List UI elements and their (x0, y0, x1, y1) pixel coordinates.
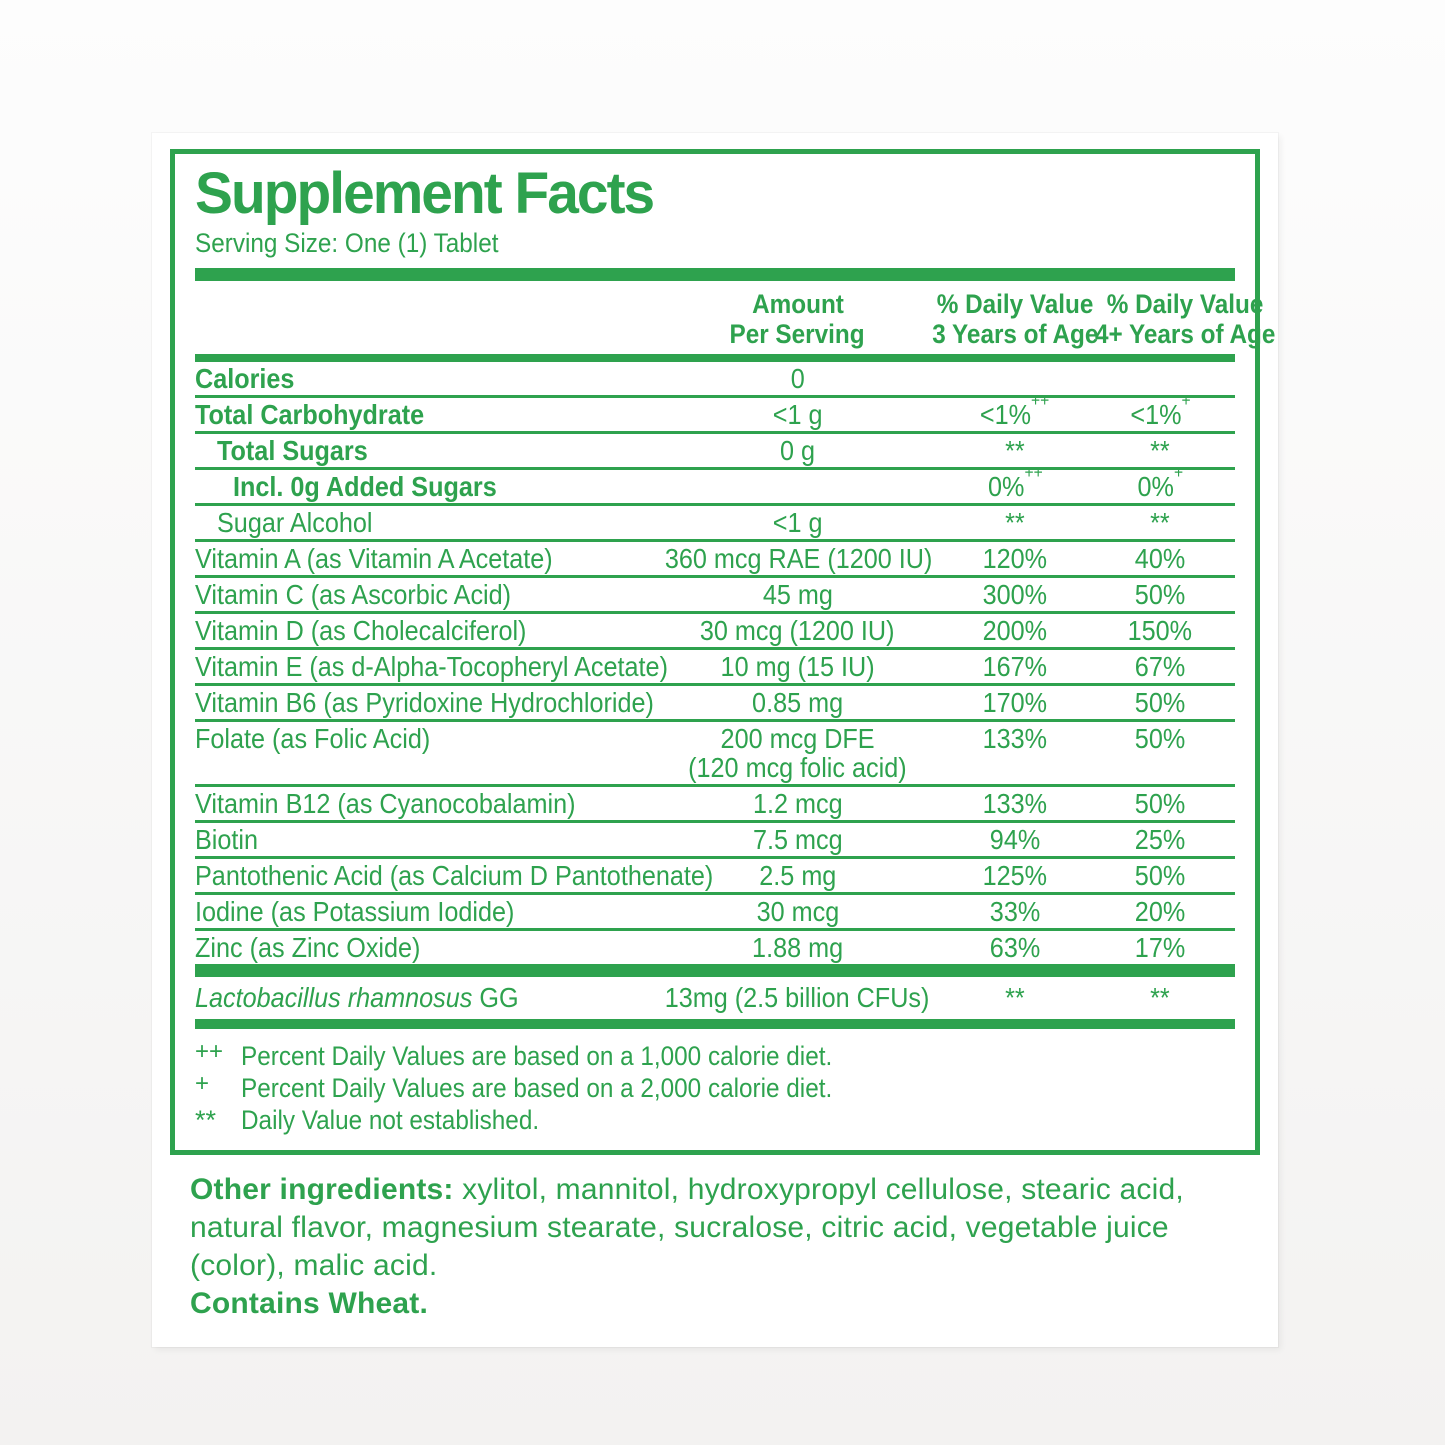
amount-line2-text: (120 mcg folic acid) (688, 752, 907, 784)
daily-value-4yr-text: 67% (1134, 651, 1186, 683)
amount-line1-text: 360 mcg RAE (1200 IU) (664, 543, 933, 575)
daily-value-3yr (945, 688, 1085, 717)
daily-value-3yr-text: ** (1005, 435, 1025, 467)
amount-line1 (650, 508, 945, 537)
footnote-text (241, 1073, 898, 1105)
daily-value-4yr-text: ** (1150, 435, 1170, 467)
daily-value-3yr (945, 544, 1085, 573)
nutrient-table (195, 362, 1235, 967)
nutrient-name-text: Folate (as Folic Acid) (195, 723, 431, 755)
amount-line1-text: 45 mg (762, 579, 833, 611)
daily-value-4yr (1085, 580, 1235, 609)
daily-value-3yr-text: 120% (982, 543, 1048, 575)
amount-line1 (650, 724, 945, 753)
label-card (152, 133, 1278, 1347)
daily-value-4yr (1085, 544, 1235, 573)
nutrient-name-text: Total Carbohydrate (195, 399, 425, 431)
divider-below-probiotic (195, 1019, 1235, 1029)
daily-value-3yr (945, 983, 1085, 1012)
nutrient-name (195, 825, 650, 854)
amount-per-serving (650, 983, 945, 1012)
amount-line1-text: 2.5 mg (758, 860, 837, 892)
divider-above-probiotic (195, 967, 1235, 977)
footnote-text (241, 1041, 898, 1073)
header-daily-value-4yr (1085, 289, 1285, 349)
footnote-text-span: Percent Daily Values are based on a 1,000 calorie diet. (241, 1041, 833, 1072)
nutrient-name (195, 436, 650, 465)
nutrient-name-text: Iodine (as Potassium Iodide) (195, 896, 515, 928)
nutrient-name-text: Incl. 0g Added Sugars (233, 471, 497, 503)
nutrient-row (195, 722, 1235, 787)
nutrient-row (195, 650, 1235, 686)
nutrient-row (195, 614, 1235, 650)
nutrient-name-text: Zinc (as Zinc Oxide) (195, 932, 421, 964)
amount-per-serving (650, 580, 945, 609)
daily-value-4yr-text: 17% (1134, 932, 1186, 964)
nutrient-name-text: Vitamin A (as Vitamin A Acetate) (195, 543, 553, 575)
daily-value-3yr (945, 652, 1085, 681)
daily-value-4yr (1085, 825, 1235, 854)
daily-value-3yr-text: 125% (982, 860, 1048, 892)
nutrient-name (195, 544, 650, 573)
footnotes (195, 1038, 1235, 1136)
header-dv3-line2: 3 Years of Age (931, 319, 1099, 350)
amount-line1 (650, 897, 945, 926)
nutrient-name (195, 687, 654, 719)
amount-per-serving (650, 789, 945, 818)
amount-per-serving (650, 616, 945, 645)
nutrient-name-text: Vitamin B12 (as Cyanocobalamin) (195, 788, 576, 820)
nutrient-row (195, 931, 1235, 967)
daily-value-4yr (1085, 364, 1235, 393)
other-ingredients-line3: (color), malic acid. (190, 1249, 438, 1283)
amount-line1-text: 13mg (2.5 billion CFUs) (665, 982, 930, 1014)
serving-size-text: Serving Size: One (1) Tablet (195, 228, 499, 259)
daily-value-3yr (945, 933, 1085, 962)
daily-value-4yr-text: 50% (1134, 788, 1186, 820)
footnote-marker-text: + (195, 1070, 210, 1098)
footnote (195, 1038, 1235, 1073)
amount-line1-text: 7.5 mcg (752, 824, 843, 856)
daily-value-4yr (1085, 861, 1235, 890)
amount-line1-text: <1 g (772, 507, 823, 539)
header-spacer (195, 289, 650, 349)
daily-value-3yr-text: 133% (982, 788, 1048, 820)
nutrient-name (195, 580, 650, 609)
footnote-marker (195, 1038, 241, 1073)
nutrient-name-text: Pantothenic Acid (as Calcium D Pantothenate) (195, 860, 714, 892)
daily-value-4yr-text: 40% (1134, 543, 1186, 575)
daily-value-3yr (945, 462, 1085, 503)
amount-line1 (650, 983, 945, 1012)
nutrient-row (195, 787, 1235, 823)
daily-value-3yr (945, 580, 1085, 609)
nutrient-name-text: Calories (195, 363, 295, 395)
column-headers (195, 289, 1276, 350)
daily-value-3yr-text: 167% (982, 651, 1048, 683)
daily-value-3yr-text: 94% (989, 824, 1041, 856)
daily-value-4yr (1085, 652, 1235, 681)
header-amount-per-serving (650, 289, 945, 349)
daily-value-4yr (1085, 616, 1235, 645)
daily-value-3yr (945, 436, 1085, 465)
other-ingredients-lead: Other ingredients: (190, 1173, 454, 1207)
daily-value-3yr-text: 63% (989, 932, 1041, 964)
amount-line1-text: 1.88 mg (751, 932, 844, 964)
nutrient-row (195, 686, 1235, 722)
nutrient-row (195, 542, 1235, 578)
probiotic-row (195, 977, 1235, 1019)
daily-value-4yr (1085, 508, 1235, 537)
other-ingredients-line1 (190, 1171, 1254, 1209)
amount-per-serving (650, 544, 945, 573)
amount-line1-text: 30 mcg (1200 IU) (700, 615, 895, 647)
daily-value-4yr-text: 50% (1134, 723, 1186, 755)
amount-line1 (650, 825, 945, 854)
amount-line1 (650, 364, 945, 393)
amount-line1 (650, 789, 945, 818)
nutrient-name-text: Biotin (195, 824, 259, 856)
daily-value-4yr-text: ** (1150, 507, 1170, 539)
footnote-marker (195, 1070, 241, 1105)
daily-value-3yr (945, 724, 1085, 753)
divider-header (195, 354, 1235, 362)
nutrient-name (195, 860, 714, 892)
daily-value-3yr-text: ** (1005, 982, 1025, 1014)
divider-thick-top (195, 268, 1235, 281)
panel-title (195, 161, 1235, 226)
daily-value-4yr-text: <1%+ (1129, 390, 1191, 431)
nutrient-name (195, 983, 650, 1012)
daily-value-3yr-text: 300% (982, 579, 1048, 611)
supplement-facts-panel (170, 149, 1276, 1155)
amount-per-serving (650, 508, 945, 537)
daily-value-3yr (945, 789, 1085, 818)
nutrient-name (195, 364, 650, 393)
nutrient-row (195, 823, 1235, 859)
allergen-statement: Contains Wheat. (190, 1287, 429, 1321)
nutrient-name (195, 400, 650, 429)
nutrient-name-text: Total Sugars (217, 435, 368, 467)
daily-value-3yr-text: 133% (982, 723, 1048, 755)
amount-line1-text: 30 mcg (756, 896, 839, 928)
nutrient-row (195, 362, 1235, 398)
other-ingredients (190, 1171, 1254, 1323)
panel-title-text: Supplement Facts (195, 161, 654, 226)
header-dv3-line1: % Daily Value (936, 289, 1094, 320)
amount-line1-text: 0 (790, 363, 805, 395)
daily-value-4yr-text: 0%+ (1137, 462, 1183, 503)
serving-size (195, 228, 1235, 259)
amount-line1 (650, 544, 945, 573)
amount-per-serving (650, 724, 945, 782)
amount-line1 (650, 933, 945, 962)
amount-per-serving (650, 897, 945, 926)
daily-value-4yr (1085, 983, 1235, 1012)
nutrient-name-text: Sugar Alcohol (217, 507, 373, 539)
nutrient-name-text: Vitamin E (as d-Alpha-Tocopheryl Acetate) (195, 651, 668, 683)
daily-value-3yr (945, 825, 1085, 854)
nutrient-name (195, 789, 650, 818)
amount-per-serving (650, 688, 945, 717)
nutrient-name-text: Vitamin C (as Ascorbic Acid) (195, 579, 512, 611)
daily-value-4yr-text: 50% (1134, 579, 1186, 611)
nutrient-name-text: Vitamin B6 (as Pyridoxine Hydrochloride) (195, 687, 654, 719)
nutrient-name (195, 724, 650, 753)
daily-value-4yr (1085, 789, 1235, 818)
other-ingredients-line1-text: xylitol, mannitol, hydroxypropyl cellulose, stearic acid, (453, 1173, 1184, 1207)
daily-value-4yr (1085, 724, 1235, 753)
daily-value-3yr-text: 200% (982, 615, 1048, 647)
footnote-marker (195, 1105, 241, 1136)
daily-value-3yr-text: ** (1005, 507, 1025, 539)
nutrient-row (195, 859, 1235, 895)
amount-per-serving (650, 436, 945, 465)
daily-value-3yr (945, 364, 1085, 393)
amount-line1-text: 10 mg (15 IU) (720, 651, 875, 683)
amount-line1 (650, 580, 945, 609)
nutrient-row (195, 895, 1235, 931)
daily-value-3yr (945, 616, 1085, 645)
other-ingredients-line2: natural flavor, magnesium stearate, sucralose, citric acid, vegetable juice (190, 1211, 1169, 1245)
amount-line1 (650, 436, 945, 465)
footnote-text-span: Daily Value not established. (241, 1105, 540, 1136)
daily-value-4yr-text: ** (1150, 982, 1170, 1014)
footnote-marker-text: ++ (195, 1038, 224, 1066)
amount-line1 (650, 400, 945, 429)
daily-value-3yr (945, 508, 1085, 537)
amount-line1-text: 0 g (779, 435, 816, 467)
daily-value-3yr (945, 861, 1085, 890)
amount-per-serving (650, 652, 945, 681)
amount-per-serving (650, 364, 945, 393)
amount-line1 (650, 616, 945, 645)
daily-value-3yr-text: 33% (989, 896, 1041, 928)
daily-value-4yr (1085, 390, 1235, 431)
daily-value-3yr (945, 390, 1085, 431)
daily-value-3yr-text: 170% (982, 687, 1048, 719)
amount-per-serving (650, 933, 945, 962)
header-dv4-line2: 4+ Years of Age (1095, 319, 1276, 350)
daily-value-4yr-text: 20% (1134, 896, 1186, 928)
amount-line1 (650, 652, 945, 681)
nutrient-row (195, 506, 1235, 542)
daily-value-4yr (1085, 933, 1235, 962)
nutrient-name (195, 472, 650, 501)
nutrient-name (195, 933, 650, 962)
header-amount-line2: Per Serving (729, 319, 866, 350)
nutrient-name (195, 651, 668, 683)
footnote-marker-text: ** (195, 1105, 217, 1136)
footnote-text-span: Percent Daily Values are based on a 2,000 calorie diet. (241, 1073, 833, 1104)
daily-value-4yr (1085, 688, 1235, 717)
amount-line1 (650, 688, 945, 717)
daily-value-4yr (1085, 462, 1235, 503)
daily-value-4yr (1085, 897, 1235, 926)
header-amount-line1: Amount (751, 289, 844, 320)
amount-per-serving (650, 400, 945, 429)
header-daily-value-3yr (931, 289, 1099, 350)
amount-line1-text: 0.85 mg (751, 687, 844, 719)
nutrient-name-text: Vitamin D (as Cholecalciferol) (195, 615, 527, 647)
nutrient-name (195, 508, 650, 537)
nutrient-row (195, 462, 1235, 506)
footnote-text (241, 1105, 572, 1136)
header-dv4-line1: % Daily Value (1106, 289, 1264, 320)
footnote (195, 1070, 1235, 1105)
amount-line2 (650, 753, 945, 782)
daily-value-4yr (1085, 436, 1235, 465)
daily-value-3yr-text: <1%++ (980, 390, 1050, 431)
daily-value-4yr-text: 50% (1134, 687, 1186, 719)
nutrient-name (195, 616, 650, 645)
amount-line1-text: 200 mcg DFE (720, 723, 875, 755)
daily-value-3yr-text: 0%++ (987, 462, 1043, 503)
nutrient-name-text: Lactobacillus rhamnosus GG (195, 982, 519, 1014)
daily-value-4yr-text: 25% (1134, 824, 1186, 856)
footnote (195, 1105, 1235, 1136)
daily-value-3yr (945, 897, 1085, 926)
amount-line1-text: <1 g (772, 399, 823, 431)
nutrient-row (195, 578, 1235, 614)
amount-line1 (650, 472, 945, 501)
nutrient-row (195, 390, 1235, 434)
amount-per-serving (650, 825, 945, 854)
daily-value-4yr-text: 150% (1127, 615, 1193, 647)
amount-per-serving (650, 472, 945, 501)
nutrient-row (195, 434, 1235, 470)
probiotic-section (195, 977, 1235, 1019)
nutrient-name (195, 897, 650, 926)
amount-line1-text: 1.2 mcg (752, 788, 843, 820)
daily-value-4yr-text: 50% (1134, 860, 1186, 892)
